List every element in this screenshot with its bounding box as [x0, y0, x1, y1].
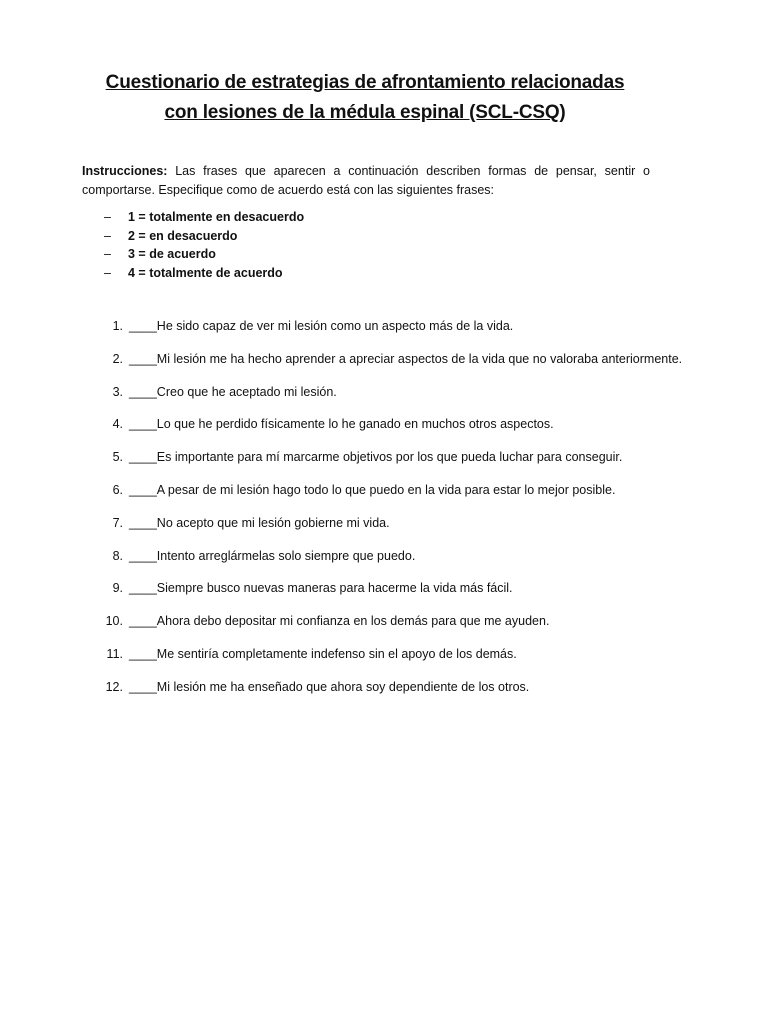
scale-option	[104, 245, 304, 264]
questionnaire-item	[0, 578, 768, 611]
item-number: 11.	[106, 646, 123, 661]
questionnaire-item	[0, 677, 768, 710]
scale-option-label: 3 = de acuerdo	[128, 247, 216, 261]
item-number: 7.	[112, 515, 123, 530]
item-text: ____Intento arreglármelas solo siempre que puedo.	[129, 548, 416, 563]
item-number: 8.	[112, 548, 123, 563]
scale-option-label: 1 = totalmente en desacuerdo	[128, 210, 305, 224]
item-text: ____Mi lesión me ha hecho aprender a apreciar aspectos de la vida que no valoraba anteriormente.	[129, 351, 683, 366]
item-number: 1.	[112, 319, 123, 333]
instructions-text: Las frases que aparecen a continuación describen formas de pensar, sentir o comportarse. Especifique como de acuerdo está con las siguientes frases:	[82, 164, 650, 197]
scale-option	[104, 227, 304, 246]
item-number: 4.	[112, 417, 123, 432]
item-text: ____Es importante para mí marcarme objetivos por los que pueda luchar para conseguir.	[129, 450, 623, 465]
item-number: 3.	[112, 384, 123, 399]
document-title-line-1: Cuestionario de estrategias de afrontamiento relacionadas	[105, 72, 625, 93]
document-title-line-2: con lesiones de la médula espinal (SCL-CSQ)	[164, 102, 566, 123]
item-number: 9.	[112, 581, 123, 596]
item-number: 10.	[105, 614, 123, 629]
response-scale-list	[104, 208, 304, 282]
item-text: ____No acepto que mi lesión gobierne mi vida.	[129, 515, 390, 530]
instructions-paragraph	[82, 162, 650, 199]
item-number: 6.	[112, 482, 123, 497]
questionnaire-item	[0, 382, 768, 415]
dash-bullet: –	[104, 210, 111, 224]
questionnaire-item	[0, 611, 768, 644]
item-text: ____Siempre busco nuevas maneras para hacerme la vida más fácil.	[129, 581, 513, 596]
questionnaire-item	[0, 447, 768, 480]
item-text: ____He sido capaz de ver mi lesión como un aspecto más de la vida.	[129, 319, 514, 333]
dash-bullet: –	[104, 247, 111, 261]
questionnaire-item	[0, 349, 768, 382]
instructions-label: Instrucciones:	[82, 164, 168, 178]
dash-bullet: –	[104, 265, 111, 280]
scale-option-label: 4 = totalmente de acuerdo	[128, 265, 283, 280]
scale-option-label: 2 = en desacuerdo	[128, 228, 238, 243]
item-number: 12.	[105, 679, 123, 694]
item-text: ____Me sentiría completamente indefenso sin el apoyo de los demás.	[129, 646, 517, 661]
questionnaire-item	[0, 414, 768, 447]
item-text: ____A pesar de mi lesión hago todo lo que puedo en la vida para estar lo mejor posible.	[129, 482, 616, 497]
questionnaire-item	[0, 546, 768, 579]
scale-option	[104, 264, 304, 283]
item-number: 5.	[112, 450, 123, 465]
item-text: ____Mi lesión me ha enseñado que ahora soy dependiente de los otros.	[129, 679, 530, 694]
questionnaire-item	[0, 316, 768, 349]
questionnaire-item	[0, 513, 768, 546]
questionnaire-item	[0, 480, 768, 513]
item-text: ____Lo que he perdido físicamente lo he ganado en muchos otros aspectos.	[129, 417, 554, 432]
item-text: ____Ahora debo depositar mi confianza en los demás para que me ayuden.	[129, 614, 550, 629]
item-text: ____Creo que he aceptado mi lesión.	[129, 384, 337, 399]
dash-bullet: –	[104, 228, 111, 243]
questionnaire-items	[0, 316, 768, 710]
questionnaire-item	[0, 644, 768, 677]
scale-option	[104, 208, 304, 227]
item-number: 2.	[112, 351, 123, 366]
